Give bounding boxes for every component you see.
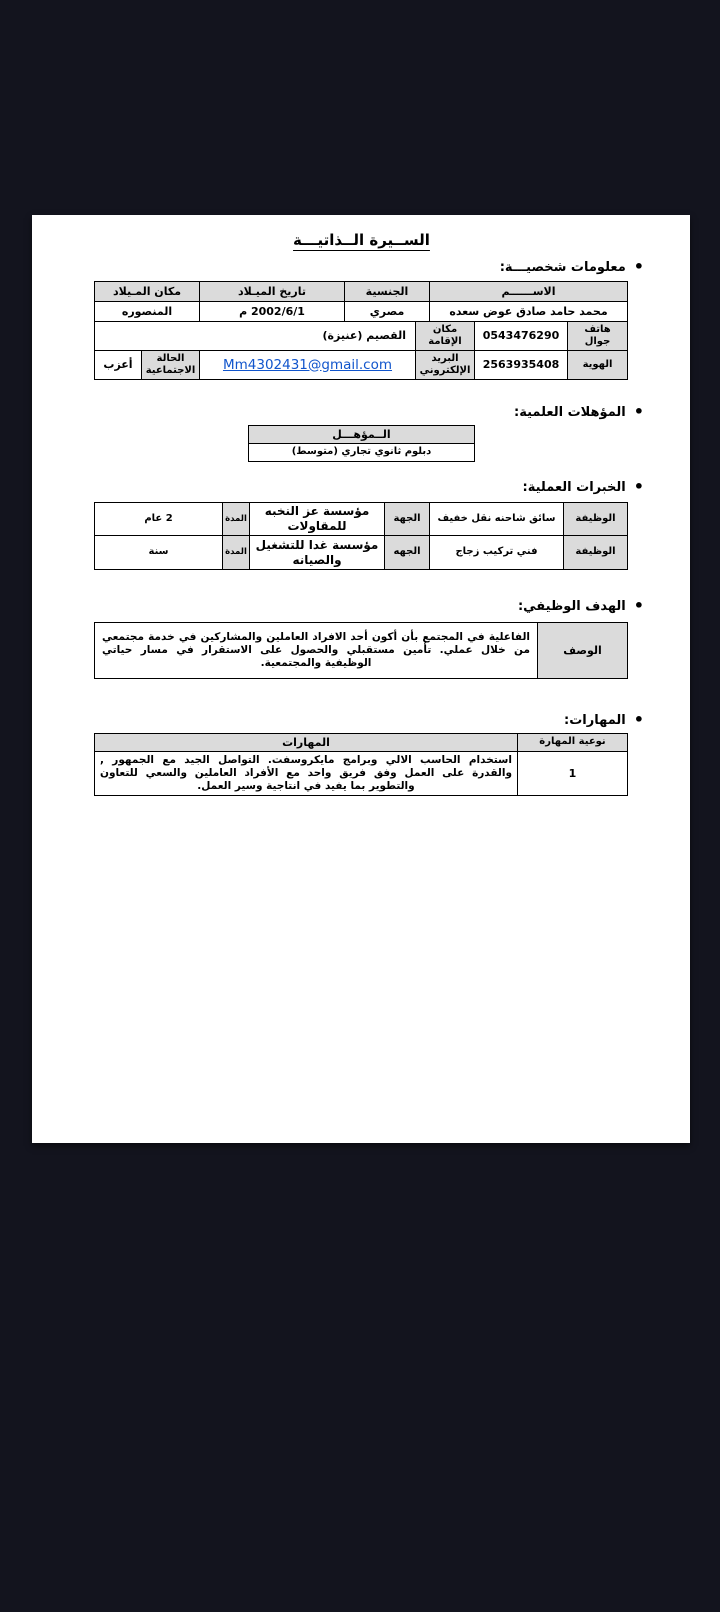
header-cell-skills: المهارات [95,734,518,752]
header-cell-name: الاســــــم [430,282,628,302]
header-cell-nationality: الجنسية [345,282,430,302]
cell-name-value: محمد حامد صادق عوض سعده [430,302,628,322]
duration-value: 2 عام [95,503,223,536]
bullet-icon: • [633,596,644,615]
section-heading-experience [95,479,644,495]
job-value: فني تركيب زجاج [430,536,564,570]
bullet-icon: • [633,710,644,729]
email-label: البريد الإلكتروني [416,351,475,380]
objective-text: الفاعلية في المجتمع بأن أكون أحد الافراد العاملين والمشاركين في خدمة مجتمعي من خلال عملي. تأمين مستقبلي والحصول على الاستقرار في مسار حياتي الوظيفية والمجتمعية. [95,623,538,679]
experience-row [95,503,628,536]
section-heading-skills-label: المهارات: [564,712,626,728]
qualification-value: دبلوم ثانوي تجاري (متوسط) [249,444,475,462]
objective-table [94,622,628,679]
qualification-header-row [249,426,475,444]
entity-label: الجهه [385,536,430,570]
header-cell-qualification: الــمؤهـــل [249,426,475,444]
skill-row [95,752,628,796]
job-value: سائق شاحنه نقل خفيف [430,503,564,536]
qualification-value-row [249,444,475,462]
bullet-icon: • [633,477,644,496]
skill-number: 1 [518,752,628,796]
skills-table [94,733,628,796]
page-title: الســيرة الــذاتيـــة [293,231,430,249]
cell-birth-place-value: المنصوره [95,302,200,322]
phone-value: 0543476290 [475,322,568,351]
id-label: الهوية [568,351,628,380]
section-heading-experience-label: الخبرات العملية: [522,479,626,495]
experience-table [94,502,628,570]
skills-header-row [95,734,628,752]
job-label: الوظيفة [564,536,628,570]
section-heading-qualifications [95,404,644,420]
residence-label: مكان الإقامة [416,322,475,351]
email-cell [200,351,416,380]
experience-row [95,536,628,570]
email-link[interactable]: Mm4302431@gmail.com [222,356,393,373]
duration-value: سنة [95,536,223,570]
entity-label: الجهة [385,503,430,536]
cv-document-page [32,215,690,1143]
job-label: الوظيفة [564,503,628,536]
objective-row [95,623,628,679]
cell-birth-date-value: 2002/6/1 م [200,302,345,322]
cell-nationality-value: مصري [345,302,430,322]
section-heading-objective-label: الهدف الوظيفي: [517,598,626,614]
skill-text: استخدام الحاسب الالي وبرامج مايكروسفت. التواصل الجيد مع الجمهور , والقدرة على العمل وفق فريق واحد مع الأفراد العاملين والسعي للتعاون والتطوير بما يفيد في انتاجية وسير العمل. [95,752,518,796]
personal-info-table-bottom [94,321,628,380]
section-heading-objective [95,598,644,614]
section-heading-qualifications-label: المؤهلات العلمية: [514,404,626,420]
header-cell-skill-type: نوعية المهارة [518,734,628,752]
personal-header-row [95,282,628,302]
header-cell-birth-place: مكان المـيلاد [95,282,200,302]
duration-label: المدة [223,503,250,536]
phone-label: هاتف جوال [568,322,628,351]
objective-label: الوصف [538,623,628,679]
section-heading-personal [95,259,644,275]
marital-label: الحالة الاجتماعية [142,351,200,380]
id-value: 2563935408 [475,351,568,380]
header-cell-birth-date: تاريخ الميـلاد [200,282,345,302]
marital-value: أعزب [94,351,141,380]
bullet-icon: • [633,257,644,276]
entity-value: مؤسسة غدا للتشغيل والصيانه [250,536,385,570]
id-email-marital-row [94,351,627,380]
personal-info-table-top [94,281,628,322]
section-heading-personal-label: معلومات شخصيـــة: [499,259,626,275]
section-heading-skills [95,712,644,728]
residence-value: القصيم (عنيزة) [94,322,415,351]
duration-label: المدة [223,536,250,570]
entity-value: مؤسسة عز النخبه للمقاولات [250,503,385,536]
phone-residence-row [94,322,627,351]
qualifications-table [248,425,475,462]
personal-values-row [95,302,628,322]
bullet-icon: • [633,402,644,421]
